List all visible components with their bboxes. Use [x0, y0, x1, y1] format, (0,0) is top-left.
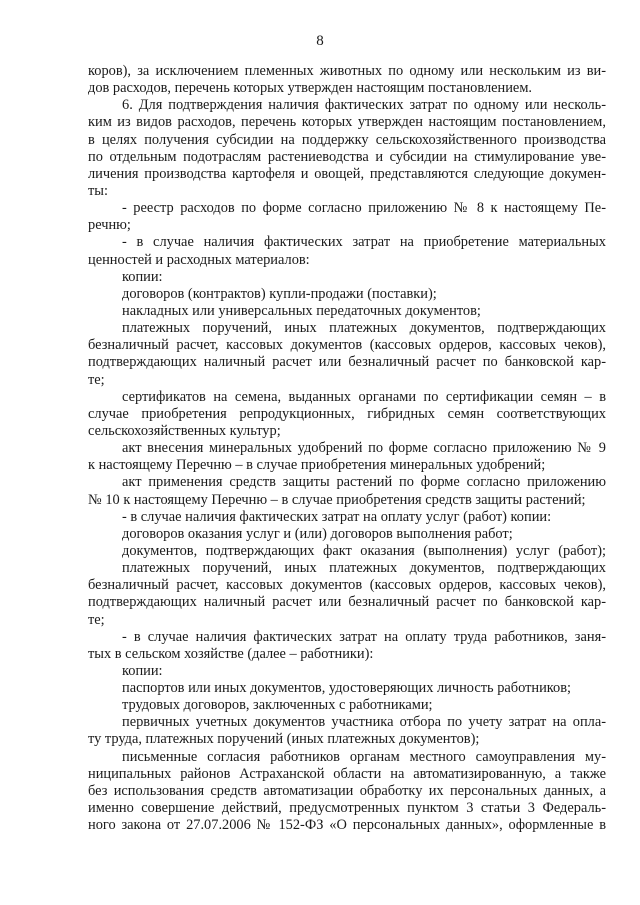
- text-line: акт внесения минеральных удобрений по форме согласно приложению № 9: [122, 440, 606, 457]
- text-line: ты:: [88, 182, 108, 199]
- text-line: именно совершение действий, предусмотренных пунктом 3 статьи 3 Федераль-: [88, 800, 606, 817]
- text-line: акт применения средств защиты растений по форме согласно приложению: [122, 474, 606, 491]
- text-line: договоров (контрактов) купли-продажи (поставки);: [122, 285, 437, 302]
- text-line: коров), за исключением племенных животных по одному или нескольким из ви-: [88, 63, 606, 79]
- text-line: тых в сельском хозяйстве (далее – работники):: [88, 645, 374, 662]
- text-line: подтверждающих наличный расчет или безналичный расчет по банковской кар-: [88, 354, 606, 371]
- text-line: 6. Для подтверждения наличия фактических затрат по одному или несколь-: [122, 97, 606, 114]
- text-line: без использования средств автоматизации обработку их персональных данных, а: [88, 782, 606, 799]
- text-line: платежных поручений, иных платежных документов, подтверждающих: [122, 320, 606, 337]
- text-line: безналичный расчет, кассовых документов (кассовых ордеров, кассовых чеков),: [88, 337, 606, 354]
- text-line: сертификатов на семена, выданных органами по сертификации семян – в: [122, 388, 606, 405]
- text-line: трудовых договоров, заключенных с работниками;: [122, 697, 433, 714]
- text-line: - реестр расходов по форме согласно приложению № 8 к настоящему Пе-: [122, 200, 606, 217]
- text-line: ценностей и расходных материалов:: [88, 251, 310, 268]
- text-line: в целях получения субсидии на поддержку сельскохозяйственного производства: [88, 131, 606, 148]
- text-line: безналичный расчет, кассовых документов (кассовых ордеров, кассовых чеков),: [88, 577, 606, 594]
- text-line: те;: [88, 371, 105, 388]
- text-line: ким из видов расходов, перечень которых утвержден настоящим постановлением,: [88, 114, 606, 131]
- text-line: платежных поручений, иных платежных документов, подтверждающих: [122, 560, 606, 577]
- text-line: накладных или универсальных передаточных документов;: [122, 302, 481, 319]
- text-line: дов расходов, перечень которых утвержден настоящим постановлением.: [88, 80, 533, 97]
- page-number: 8: [316, 33, 324, 49]
- text-line: те;: [88, 611, 105, 628]
- text-line: договоров оказания услуг и (или) договоров выполнения работ;: [122, 525, 513, 542]
- text-line: случае приобретения репродукционных, гибридных семян соответствующих: [88, 405, 606, 422]
- text-line: копии:: [122, 662, 163, 679]
- text-line: по отдельным подотраслям растениеводства и субсидии на стимулирование уве-: [88, 148, 606, 165]
- text-line: - в случае наличия фактических затрат на приобретение материальных: [122, 234, 606, 251]
- text-line: личения производства картофеля и овощей, представляются следующие докумен-: [88, 165, 606, 182]
- text-line: - в случае наличия фактических затрат на оплату услуг (работ) копии:: [122, 508, 552, 525]
- text-line: паспортов или иных документов, удостоверяющих личность работников;: [122, 680, 572, 697]
- text-line: первичных учетных документов участника отбора по учету затрат на опла-: [122, 714, 606, 731]
- text-line: к настоящему Перечню – в случае приобретения минеральных удобрений;: [88, 457, 546, 474]
- text-line: письменные согласия работников органам местного самоуправления му-: [122, 748, 606, 765]
- text-line: ту труда, платежных поручений (иных платежных документов);: [88, 731, 480, 748]
- text-line: подтверждающих наличный расчет или безналичный расчет по банковской кар-: [88, 594, 606, 611]
- text-line: документов, подтверждающих факт оказания (выполнения) услуг (работ);: [122, 542, 606, 559]
- text-line: речню;: [88, 217, 131, 234]
- text-line: № 10 к настоящему Перечню – в случае приобретения средств защиты растений;: [88, 491, 586, 508]
- text-line: сельскохозяйственных культур;: [88, 422, 281, 439]
- text-line: копии:: [122, 268, 163, 285]
- text-line: ниципальных районов Астраханской области на автоматизированную, а также: [88, 765, 606, 782]
- text-line: ного закона от 27.07.2006 № 152-ФЗ «О персональных данных», оформленные в: [88, 817, 606, 834]
- text-line: - в случае наличия фактических затрат на оплату труда работников, заня-: [122, 628, 606, 645]
- document-body: [88, 63, 606, 834]
